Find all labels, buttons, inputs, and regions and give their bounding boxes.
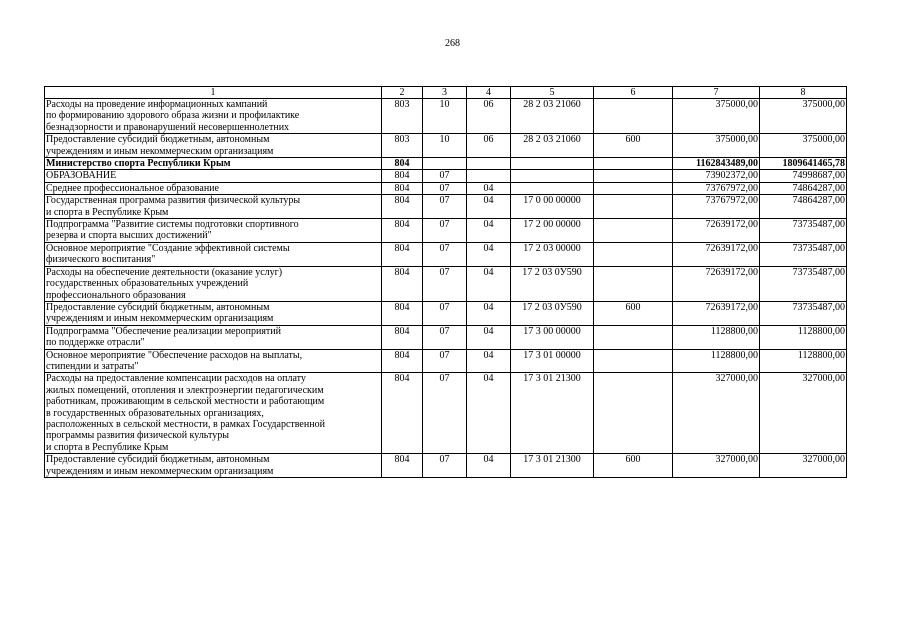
row-description: Министерство спорта Республики Крым: [45, 158, 382, 170]
row-description: Подпрограмма "Обеспечение реализации мероприятий по поддержке отрасли": [45, 325, 382, 349]
row-section-code: 07: [423, 170, 467, 182]
row-amount-col8: 73735487,00: [760, 301, 847, 325]
row-expense-type-code: [594, 266, 673, 301]
row-ministry-code: 804: [382, 195, 423, 219]
row-amount-col7: 72639172,00: [673, 219, 760, 243]
row-section-code: 07: [423, 349, 467, 373]
row-amount-col7: 327000,00: [673, 373, 760, 454]
row-expense-type-code: [594, 325, 673, 349]
row-amount-col7: 72639172,00: [673, 266, 760, 301]
row-expense-type-code: [594, 373, 673, 454]
table-row: [45, 349, 847, 373]
row-target-article-code: 17 2 03 00000: [511, 242, 594, 266]
row-target-article-code: 17 0 00 00000: [511, 195, 594, 219]
row-description: Предоставление субсидий бюджетным, автономным учреждениям и иным некоммерческим организациям: [45, 134, 382, 158]
row-ministry-code: 804: [382, 325, 423, 349]
table-row: [45, 454, 847, 478]
row-amount-col7: 72639172,00: [673, 242, 760, 266]
row-description: Подпрограмма "Развитие системы подготовки спортивного резерва и спорта высших достижений": [45, 219, 382, 243]
row-target-article-code: 17 2 03 0У590: [511, 266, 594, 301]
table-row: [45, 373, 847, 454]
row-description: Расходы на обеспечение деятельности (оказание услуг) государственных образовательных учреждений профессионального образования: [45, 266, 382, 301]
table-row: [45, 219, 847, 243]
row-ministry-code: 804: [382, 242, 423, 266]
row-target-article-code: [511, 158, 594, 170]
table-row: [45, 99, 847, 134]
row-amount-col7: 73767972,00: [673, 182, 760, 194]
row-amount-col8: 1128800,00: [760, 349, 847, 373]
row-subsection-code: 04: [467, 266, 511, 301]
row-section-code: [423, 158, 467, 170]
row-amount-col7: 72639172,00: [673, 301, 760, 325]
row-subsection-code: 04: [467, 373, 511, 454]
row-expense-type-code: [594, 349, 673, 373]
row-subsection-code: [467, 158, 511, 170]
row-amount-col8: 74864287,00: [760, 182, 847, 194]
column-header: 5: [511, 87, 594, 99]
row-subsection-code: 06: [467, 134, 511, 158]
row-amount-col7: 1128800,00: [673, 325, 760, 349]
row-expense-type-code: [594, 219, 673, 243]
row-expense-type-code: 600: [594, 301, 673, 325]
row-amount-col7: 73902372,00: [673, 170, 760, 182]
row-target-article-code: 28 2 03 21060: [511, 99, 594, 134]
row-description: Расходы на проведение информационных кампаний по формированию здорового образа жизни и профилактике безнадзорности и правонарушений несовершеннолетних: [45, 99, 382, 134]
row-amount-col7: 375000,00: [673, 134, 760, 158]
column-header: 4: [467, 87, 511, 99]
row-ministry-code: 804: [382, 158, 423, 170]
row-description: Среднее профессиональное образование: [45, 182, 382, 194]
row-target-article-code: 17 3 01 21300: [511, 373, 594, 454]
row-amount-col8: 74998687,00: [760, 170, 847, 182]
row-description: Расходы на предоставление компенсации расходов на оплату жилых помещений, отопления и электроэнергии педагогическим работникам, проживающим в сельской местности и работающим в государственных образовательных организациях, расположенных в сельской местности, в рамках Государственной программы развития физической культуры и спорта в Республике Крым: [45, 373, 382, 454]
row-section-code: 10: [423, 99, 467, 134]
row-section-code: 07: [423, 182, 467, 194]
column-header: 6: [594, 87, 673, 99]
page-number: 268: [445, 38, 460, 49]
table-row: [45, 170, 847, 182]
row-ministry-code: 804: [382, 266, 423, 301]
row-target-article-code: 17 2 03 0У590: [511, 301, 594, 325]
row-ministry-code: 804: [382, 373, 423, 454]
row-expense-type-code: [594, 158, 673, 170]
table-row: [45, 266, 847, 301]
row-section-code: 07: [423, 325, 467, 349]
row-description: Предоставление субсидий бюджетным, автономным учреждениям и иным некоммерческим организациям: [45, 301, 382, 325]
row-subsection-code: 04: [467, 182, 511, 194]
row-description: ОБРАЗОВАНИЕ: [45, 170, 382, 182]
row-amount-col8: 327000,00: [760, 454, 847, 478]
row-subsection-code: 04: [467, 454, 511, 478]
row-ministry-code: 804: [382, 454, 423, 478]
row-section-code: 10: [423, 134, 467, 158]
table-row: [45, 301, 847, 325]
row-target-article-code: 28 2 03 21060: [511, 134, 594, 158]
row-section-code: 07: [423, 242, 467, 266]
column-header: 2: [382, 87, 423, 99]
table-row: [45, 182, 847, 194]
row-subsection-code: 04: [467, 219, 511, 243]
row-target-article-code: 17 3 01 21300: [511, 454, 594, 478]
table-row: [45, 134, 847, 158]
row-subsection-code: 04: [467, 242, 511, 266]
row-subsection-code: 04: [467, 195, 511, 219]
row-section-code: 07: [423, 195, 467, 219]
table-row: [45, 325, 847, 349]
row-ministry-code: 803: [382, 99, 423, 134]
row-amount-col8: 1809641465,78: [760, 158, 847, 170]
row-amount-col8: 375000,00: [760, 134, 847, 158]
row-ministry-code: 804: [382, 349, 423, 373]
row-subsection-code: 04: [467, 301, 511, 325]
row-amount-col8: 327000,00: [760, 373, 847, 454]
table-row: [45, 195, 847, 219]
row-description: Предоставление субсидий бюджетным, автономным учреждениям и иным некоммерческим организациям: [45, 454, 382, 478]
row-target-article-code: 17 2 00 00000: [511, 219, 594, 243]
row-description: Основное мероприятие "Создание эффективной системы физического воспитания": [45, 242, 382, 266]
row-amount-col7: 1162843489,00: [673, 158, 760, 170]
budget-table: [44, 86, 847, 478]
row-section-code: 07: [423, 301, 467, 325]
row-section-code: 07: [423, 454, 467, 478]
row-section-code: 07: [423, 373, 467, 454]
row-target-article-code: 17 3 01 00000: [511, 349, 594, 373]
row-amount-col7: 1128800,00: [673, 349, 760, 373]
row-expense-type-code: 600: [594, 134, 673, 158]
row-target-article-code: [511, 170, 594, 182]
row-subsection-code: 06: [467, 99, 511, 134]
row-subsection-code: 04: [467, 349, 511, 373]
row-expense-type-code: 600: [594, 454, 673, 478]
row-amount-col8: 73735487,00: [760, 242, 847, 266]
row-ministry-code: 804: [382, 301, 423, 325]
row-amount-col7: 73767972,00: [673, 195, 760, 219]
row-amount-col8: 73735487,00: [760, 219, 847, 243]
table-header-row: [45, 87, 847, 99]
row-ministry-code: 803: [382, 134, 423, 158]
row-expense-type-code: [594, 195, 673, 219]
row-amount-col8: 74864287,00: [760, 195, 847, 219]
row-expense-type-code: [594, 182, 673, 194]
row-expense-type-code: [594, 99, 673, 134]
column-header: 3: [423, 87, 467, 99]
row-subsection-code: 04: [467, 325, 511, 349]
row-amount-col8: 1128800,00: [760, 325, 847, 349]
row-description: Основное мероприятие "Обеспечение расходов на выплаты, стипендии и затраты": [45, 349, 382, 373]
row-description: Государственная программа развития физической культуры и спорта в Республике Крым: [45, 195, 382, 219]
row-expense-type-code: [594, 242, 673, 266]
row-amount-col8: 73735487,00: [760, 266, 847, 301]
row-ministry-code: 804: [382, 219, 423, 243]
row-section-code: 07: [423, 219, 467, 243]
table-row: [45, 242, 847, 266]
row-ministry-code: 804: [382, 182, 423, 194]
row-expense-type-code: [594, 170, 673, 182]
table-body: [45, 87, 847, 478]
row-amount-col7: 375000,00: [673, 99, 760, 134]
row-amount-col8: 375000,00: [760, 99, 847, 134]
row-amount-col7: 327000,00: [673, 454, 760, 478]
row-target-article-code: [511, 182, 594, 194]
column-header: 1: [45, 87, 382, 99]
column-header: 8: [760, 87, 847, 99]
row-section-code: 07: [423, 266, 467, 301]
table-row: [45, 158, 847, 170]
row-target-article-code: 17 3 00 00000: [511, 325, 594, 349]
row-ministry-code: 804: [382, 170, 423, 182]
row-subsection-code: [467, 170, 511, 182]
column-header: 7: [673, 87, 760, 99]
